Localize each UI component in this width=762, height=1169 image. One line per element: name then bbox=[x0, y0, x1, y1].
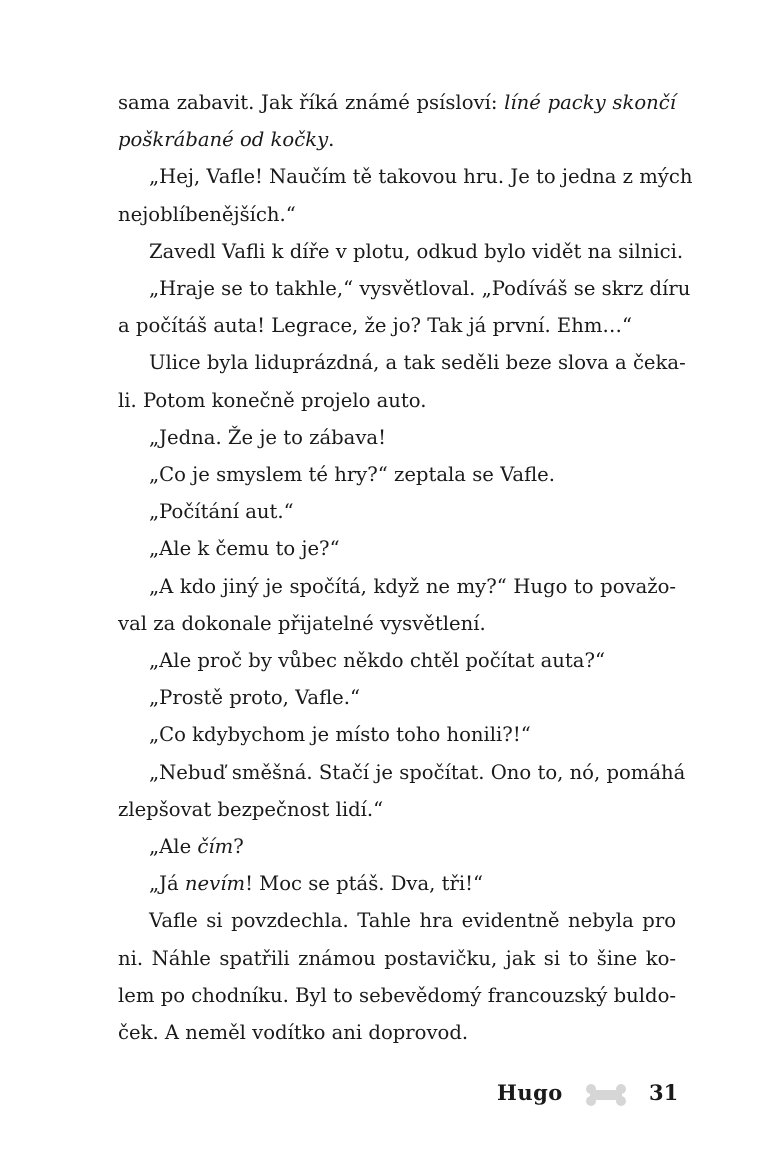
text-line bbox=[118, 158, 693, 195]
paragraph bbox=[118, 568, 676, 642]
paragraph bbox=[118, 865, 676, 902]
text-run: li. Potom konečně projelo auto. bbox=[118, 388, 427, 412]
paragraph bbox=[118, 158, 693, 232]
paragraph bbox=[118, 642, 676, 679]
text-line bbox=[118, 196, 676, 233]
page-footer bbox=[0, 1080, 762, 1120]
italic-text: poškrábané od kočky bbox=[118, 128, 329, 152]
text-line bbox=[118, 791, 676, 828]
text-run: „Nebuď směšná. Stačí je spočítat. Ono to, nó, pomáhá bbox=[149, 760, 686, 784]
paragraph bbox=[118, 902, 676, 1051]
italic-text: čím bbox=[197, 835, 234, 859]
text-run: „Ale bbox=[149, 835, 198, 859]
text-run: lem po chodníku. Byl to sebevědomý francouzský buldo- bbox=[118, 983, 676, 1007]
text-line bbox=[118, 419, 676, 456]
paragraph bbox=[118, 754, 686, 828]
text-line bbox=[118, 382, 676, 419]
text-line bbox=[118, 530, 676, 567]
paragraph bbox=[118, 344, 686, 418]
paragraph bbox=[118, 530, 676, 567]
paragraph bbox=[118, 828, 676, 865]
text-run: ? bbox=[233, 835, 244, 859]
text-line bbox=[118, 344, 686, 381]
text-line bbox=[118, 270, 691, 307]
text-line bbox=[118, 1014, 676, 1051]
text-line bbox=[118, 940, 676, 977]
text-run: Zavedl Vafli k díře v plotu, odkud bylo vidět na silnici. bbox=[149, 239, 684, 263]
text-line bbox=[118, 605, 676, 642]
paragraph bbox=[118, 270, 691, 344]
text-line bbox=[118, 493, 676, 530]
italic-text: líné packy skončí bbox=[504, 91, 676, 114]
text-run: ček. A neměl vodítko ani doprovod. bbox=[118, 1021, 469, 1045]
paragraph bbox=[118, 233, 684, 270]
text-run: „A kdo jiný je spočítá, když ne my?“ Hugo to považo- bbox=[149, 574, 676, 598]
text-line bbox=[118, 121, 676, 158]
text-line bbox=[118, 307, 676, 344]
bone-icon bbox=[585, 1082, 627, 1108]
text-run: „Hraje se to takhle,“ vysvětloval. „Podíváš se skrz díru bbox=[149, 277, 691, 301]
text-line bbox=[118, 754, 686, 791]
text-run: „Co je smyslem té hry?“ zeptala se Vafle. bbox=[149, 463, 555, 487]
text-run: „Počítání aut.“ bbox=[149, 500, 294, 524]
text-run: „Hej, Vafle! Naučím tě takovou hru. Je to jedna z mých bbox=[149, 165, 693, 189]
text-line bbox=[118, 84, 676, 121]
text-run: „Jedna. Že je to zábava! bbox=[149, 425, 386, 449]
text-line bbox=[118, 716, 676, 753]
text-line bbox=[118, 233, 684, 270]
text-run: Ulice byla liduprázdná, a tak seděli beze slova a čeka- bbox=[149, 351, 686, 375]
text-line bbox=[118, 568, 676, 605]
paragraph bbox=[118, 419, 676, 456]
text-run: a počítáš auta! Legrace, že jo? Tak já první. Ehm…“ bbox=[118, 314, 633, 338]
paragraph bbox=[118, 493, 676, 530]
text-run: zlepšovat bezpečnost lidí.“ bbox=[118, 797, 384, 821]
text-run: Vafle si povzdechla. Tahle hra evidentně nebyla pro bbox=[149, 909, 676, 933]
text-run: nejoblíbenějších.“ bbox=[118, 202, 296, 226]
text-line bbox=[118, 977, 676, 1014]
page-number: 31 bbox=[649, 1080, 679, 1105]
text-run: val za dokonale přijatelné vysvětlení. bbox=[118, 611, 486, 635]
text-run: „Ale proč by vůbec někdo chtěl počítat auta?“ bbox=[149, 649, 605, 673]
text-line bbox=[118, 902, 676, 939]
text-line bbox=[118, 642, 676, 679]
text-run: sama zabavit. Jak říká známé psísloví: bbox=[118, 91, 505, 114]
text-line bbox=[118, 828, 676, 865]
text-run: „Co kdybychom je místo toho honili?!“ bbox=[149, 723, 531, 747]
paragraph bbox=[118, 456, 676, 493]
text-run: „Ale k čemu to je?“ bbox=[149, 537, 340, 561]
text-run: „Já bbox=[149, 872, 185, 896]
running-title: Hugo bbox=[497, 1080, 563, 1105]
text-line bbox=[118, 456, 676, 493]
paragraph bbox=[118, 84, 676, 158]
body-text bbox=[118, 84, 693, 1051]
text-line bbox=[118, 679, 676, 716]
paragraph bbox=[118, 716, 676, 753]
paragraph bbox=[118, 679, 676, 716]
text-run: „Prostě proto, Vafle.“ bbox=[149, 686, 361, 710]
italic-text: nevím bbox=[184, 872, 246, 896]
text-line bbox=[118, 865, 676, 902]
text-run: ni. Náhle spatřili známou postavičku, jak si to šine ko- bbox=[118, 946, 676, 970]
text-run: . bbox=[328, 128, 335, 152]
text-run: ! Moc se ptáš. Dva, tři!“ bbox=[245, 872, 484, 896]
